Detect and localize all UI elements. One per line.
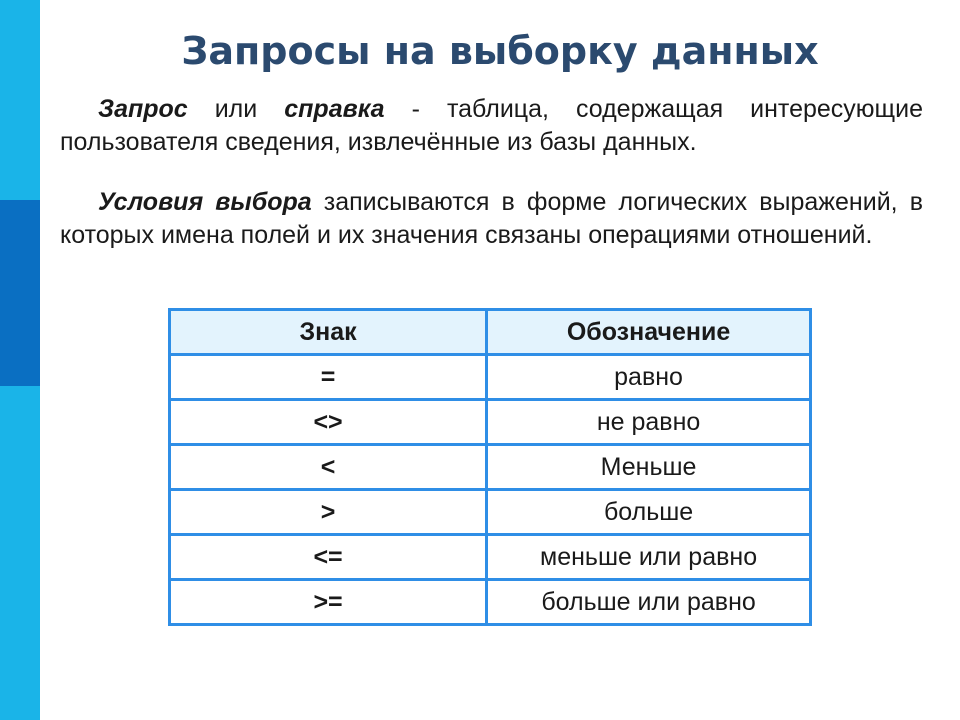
relational-operators-table — [168, 308, 812, 626]
conditions-paragraph — [60, 186, 923, 252]
term-reference: справка — [284, 95, 385, 123]
table-row — [170, 355, 811, 400]
operator-sign: > — [170, 490, 487, 535]
table-row — [170, 400, 811, 445]
operator-meaning: больше или равно — [487, 580, 811, 625]
operator-sign: < — [170, 445, 487, 490]
conditions-text: записываются в форме логических выражений, в которых имена полей и их значения связаны операциями отношений. — [60, 188, 923, 249]
header-meaning: Обозначение — [487, 310, 811, 355]
page-title: Запросы на выборку данных — [181, 29, 819, 73]
definition-text: - таблица, содержащая интересующие пользователя сведения, извлечённые из базы данных. — [60, 95, 923, 156]
operator-meaning: равно — [487, 355, 811, 400]
term-selection-conditions: Условия выбора — [98, 188, 312, 216]
operator-sign: <= — [170, 535, 487, 580]
left-decorative-bar-accent — [0, 200, 40, 386]
operator-sign: <> — [170, 400, 487, 445]
table-row — [170, 580, 811, 625]
table-row — [170, 490, 811, 535]
term-query: Запрос — [98, 95, 188, 123]
operator-meaning: больше — [487, 490, 811, 535]
table-row — [170, 445, 811, 490]
table-row — [170, 535, 811, 580]
operator-meaning: не равно — [487, 400, 811, 445]
operator-meaning: Меньше — [487, 445, 811, 490]
operator-meaning: меньше или равно — [487, 535, 811, 580]
table-header-row — [170, 310, 811, 355]
operator-sign: >= — [170, 580, 487, 625]
definition-paragraph — [60, 93, 923, 159]
connector-text: или — [187, 95, 285, 123]
header-sign: Знак — [170, 310, 487, 355]
operator-sign: = — [170, 355, 487, 400]
